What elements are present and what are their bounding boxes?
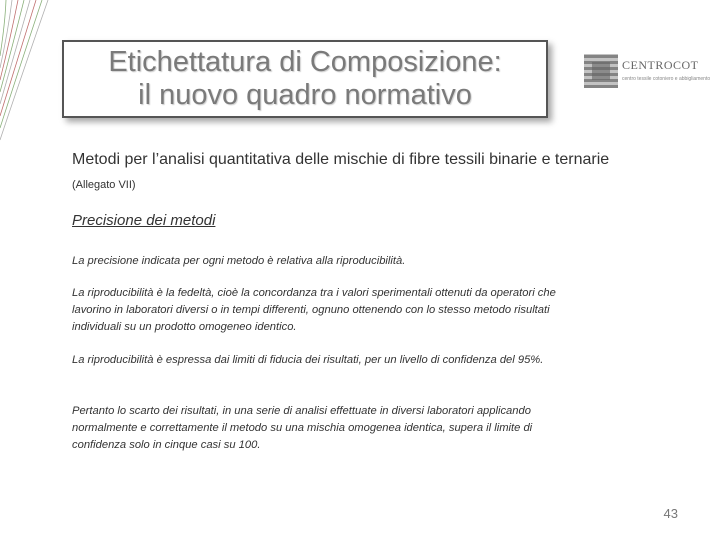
page-number: 43 bbox=[663, 506, 678, 521]
title-box bbox=[62, 40, 548, 118]
paragraph-result-deviation: Pertanto lo scarto dei risultati, in una serie di analisi effettuate in diversi laboratori applicando normalmente e correttamente il metodo su una mischia omogenea identica, supera il limite di confidenza solo in cinque casi su 100. bbox=[72, 405, 533, 451]
paragraph-precision: La precisione indicata per ogni metodo è relativa alla riproducibilità. bbox=[72, 255, 406, 267]
subtitle-main: Metodi per l’analisi quantitativa delle mischie di fibre tessili binarie e ternarie bbox=[72, 151, 610, 168]
logo-tagline: centro tessile cotoniero e abbigliamento bbox=[622, 76, 711, 82]
decorative-curves bbox=[0, 0, 60, 150]
section-heading: Precisione dei metodi bbox=[72, 212, 216, 229]
paragraph-confidence-limits: La riproducibilità è espressa dai limiti di fiducia dei risultati, per un livello di confidenza del 95%. bbox=[72, 354, 544, 366]
centrocot-logo bbox=[584, 54, 711, 90]
paragraph-reproducibility-definition: La riproducibilità è la fedeltà, cioè la concordanza tra i valori sperimentali ottenuti da operatori che lavorino in laboratori diversi o in tempi differenti, ognuno ottenendo con lo stesso metodo risultati individuali su un prodotto omogeneo identico. bbox=[72, 287, 556, 333]
slide-title-line2: il nuovo quadro normativo bbox=[138, 79, 472, 111]
slide-subtitle bbox=[72, 148, 632, 197]
subtitle-note: (Allegato VII) bbox=[72, 179, 136, 191]
slide-title-line1: Etichettatura di Composizione: bbox=[108, 46, 502, 78]
logo-mark-icon bbox=[584, 54, 618, 88]
logo-name: CENTROCOT bbox=[622, 58, 699, 72]
